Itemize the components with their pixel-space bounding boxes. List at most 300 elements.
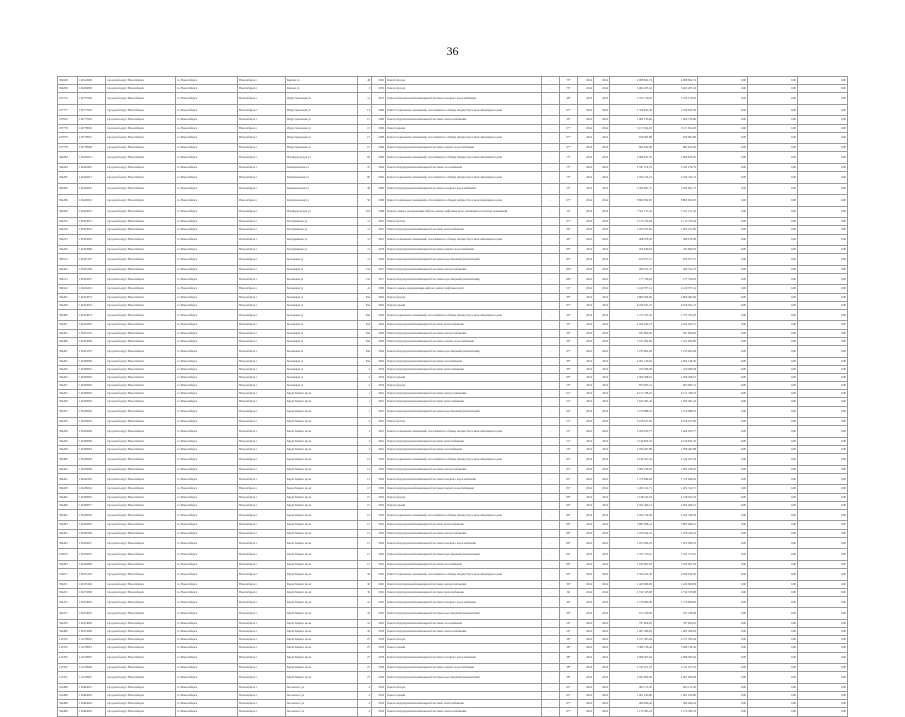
table-cell: 0,00 bbox=[798, 446, 848, 454]
table-cell: Кошурникова ул bbox=[286, 226, 358, 234]
table-cell: г.о.Новосибирск bbox=[176, 301, 238, 309]
table-cell: 0,00 bbox=[698, 390, 748, 398]
table-cell: - bbox=[542, 163, 560, 171]
table-cell: 2024 bbox=[578, 163, 594, 171]
table-cell: 0,00 bbox=[798, 628, 848, 636]
table-cell: 0,00 bbox=[698, 93, 748, 105]
table-cell: 394467 bbox=[58, 293, 78, 301]
table-cell: 1 329 832,39 bbox=[654, 104, 698, 116]
table-cell: 394460 bbox=[58, 454, 78, 466]
table-cell: 1 205 251,60 bbox=[610, 226, 654, 234]
table-cell: 394460 bbox=[58, 337, 78, 345]
table-cell: 1966 bbox=[372, 183, 386, 195]
table-cell: г.о.Новосибирск bbox=[176, 485, 238, 493]
table-cell: - bbox=[542, 596, 560, 608]
table-cell: 110436099 bbox=[78, 357, 106, 365]
table-cell: 0,00 bbox=[698, 195, 748, 207]
table-cell: 853 905,31 bbox=[654, 382, 698, 390]
table-cell: 963 115,30 bbox=[610, 683, 654, 691]
table-cell: Индустриальная ул bbox=[286, 124, 358, 132]
table-cell: Новосибирск г bbox=[238, 560, 286, 568]
table-cell: городской округ Новосибирск bbox=[106, 588, 176, 596]
table-cell: Новосибирск г bbox=[238, 132, 286, 144]
table-row bbox=[58, 309, 848, 321]
table-cell: 2024 bbox=[594, 473, 610, 485]
table-cell: Карла Маркса пр-кт bbox=[286, 628, 358, 636]
table-cell: 15 bbox=[358, 560, 372, 568]
table-cell: 0,00 bbox=[698, 104, 748, 116]
table-cell: 81* bbox=[560, 485, 578, 493]
table-cell: - bbox=[542, 636, 560, 644]
table-cell: 8 862 822,05 bbox=[610, 195, 654, 207]
table-cell: 2 547 274,79 bbox=[654, 163, 698, 171]
table-cell: 1 611 992,86 bbox=[610, 337, 654, 345]
table-cell: 110436077 bbox=[78, 501, 106, 509]
table-cell: 394462 bbox=[58, 265, 78, 273]
table-cell: г.о.Новосибирск bbox=[176, 636, 238, 644]
table-cell: - bbox=[542, 373, 560, 381]
table-cell: 84а bbox=[358, 346, 372, 358]
table-cell: Новосибирск г bbox=[238, 683, 286, 691]
table-cell: г.о.Новосибирск bbox=[176, 521, 238, 529]
table-cell: 1 932 001,83 bbox=[654, 560, 698, 568]
table-cell: 2024 bbox=[594, 172, 610, 184]
table-cell: городской округ Новосибирск bbox=[106, 636, 176, 644]
table-cell: - bbox=[542, 93, 560, 105]
table-cell: - bbox=[542, 644, 560, 652]
table-cell: 1958 bbox=[372, 672, 386, 684]
table-cell: 0,00 bbox=[698, 234, 748, 246]
table-cell: г.о.Новосибирск bbox=[176, 390, 238, 398]
table-cell: 61* bbox=[560, 692, 578, 700]
table-cell: Ремонт подвальных помещений, относящихся к общему имуществу в многоквартирном доме bbox=[386, 509, 542, 521]
table-cell: 2024 bbox=[578, 301, 594, 309]
table-cell: 3 887 968,41 bbox=[654, 521, 698, 529]
table-cell: 394284 bbox=[58, 152, 78, 164]
table-cell: 4 bbox=[358, 708, 372, 716]
table-cell: городской округ Новосибирск bbox=[106, 418, 176, 426]
table-cell: Карла Маркса пр-кт bbox=[286, 501, 358, 509]
table-cell: Новосибирск г bbox=[238, 218, 286, 226]
table-cell: 15 bbox=[358, 132, 372, 144]
table-cell: 0,00 bbox=[798, 473, 848, 485]
table-cell: г.о.Новосибирск bbox=[176, 437, 238, 445]
table-cell: 2024 bbox=[594, 85, 610, 93]
table-cell: 110426016 bbox=[78, 195, 106, 207]
table-cell: г.о.Новосибирск bbox=[176, 446, 238, 454]
table-cell: 0,00 bbox=[748, 521, 798, 529]
table-cell: Ремонт фасада bbox=[386, 293, 542, 301]
table-cell: 0,00 bbox=[698, 708, 748, 716]
table-cell: г.о.Новосибирск bbox=[176, 246, 238, 254]
table-cell: 1 150 988,76 bbox=[610, 406, 654, 418]
table-cell: 104071 bbox=[58, 569, 78, 581]
table-cell: 0,00 bbox=[698, 144, 748, 152]
table-cell: 1964 bbox=[372, 337, 386, 345]
table-cell: 2024 bbox=[578, 246, 594, 254]
table-cell: 3 bbox=[358, 418, 372, 426]
table-cell: 394475 bbox=[58, 596, 78, 608]
table-cell: 67* bbox=[560, 708, 578, 716]
table-cell: 38* bbox=[560, 652, 578, 664]
table-cell: 2024 bbox=[578, 588, 594, 596]
table-cell: 0,00 bbox=[698, 644, 748, 652]
table-cell: 30* bbox=[560, 365, 578, 373]
table-cell: Карла Маркса пр-кт bbox=[286, 608, 358, 620]
table-cell: 2024 bbox=[578, 346, 594, 358]
table-cell: Котовского ул bbox=[286, 708, 358, 716]
table-cell: Ремонт внутридомовой инженерной системы электроснабжения bbox=[386, 116, 542, 124]
table-cell: 30* bbox=[560, 596, 578, 608]
table-cell: Новосибирск г bbox=[238, 85, 286, 93]
table-cell: городской округ Новосибирск bbox=[106, 116, 176, 124]
table-cell: 0,00 bbox=[798, 426, 848, 438]
table-cell: 394452 bbox=[58, 373, 78, 381]
table-cell: 0,00 bbox=[798, 373, 848, 381]
table-cell: Ремонт внутридомовой инженерной системы теплоснабжения bbox=[386, 398, 542, 406]
table-cell: Кольцевая ул bbox=[286, 265, 358, 273]
table-cell: - bbox=[542, 152, 560, 164]
table-cell: 394286 bbox=[58, 195, 78, 207]
table-cell: - bbox=[542, 104, 560, 116]
table-cell: 0,00 bbox=[698, 172, 748, 184]
table-cell: 1 793 176,63 bbox=[654, 93, 698, 105]
table-cell: 0,00 bbox=[798, 454, 848, 466]
table-cell: г.о.Новосибирск bbox=[176, 473, 238, 485]
table-cell: г.о.Новосибирск bbox=[176, 501, 238, 509]
table-cell: 2024 bbox=[578, 560, 594, 568]
table-cell: - bbox=[542, 700, 560, 708]
table-cell: 1962 bbox=[372, 569, 386, 581]
table-cell: 1 202 312,71 bbox=[654, 485, 698, 493]
table-cell: 1 bbox=[358, 390, 372, 398]
table-cell: 2 780 467,88 bbox=[654, 446, 698, 454]
table-cell: Новосибирск г bbox=[238, 226, 286, 234]
table-cell: 1 487 366,83 bbox=[610, 628, 654, 636]
table-cell: 0,00 bbox=[798, 77, 848, 85]
table-cell: 1962 bbox=[372, 580, 386, 588]
table-cell: 0,00 bbox=[798, 85, 848, 93]
table-cell: Индустриальная ул bbox=[286, 93, 358, 105]
table-cell: 1 176 383,23 bbox=[610, 708, 654, 716]
table-cell: городской округ Новосибирск bbox=[106, 664, 176, 672]
table-cell: Новосибирск г bbox=[238, 254, 286, 266]
table-cell: 0,00 bbox=[798, 285, 848, 293]
table-cell: 0,00 bbox=[698, 337, 748, 345]
table-cell: 2024 bbox=[594, 454, 610, 466]
table-row bbox=[58, 144, 848, 152]
table-cell: 0,00 bbox=[798, 406, 848, 418]
table-cell: 0,00 bbox=[748, 560, 798, 568]
table-cell: г.о.Новосибирск bbox=[176, 537, 238, 549]
table-cell: 1959 bbox=[372, 373, 386, 381]
table-cell: 1956 bbox=[372, 537, 386, 549]
table-cell: Карла Маркса пр-кт bbox=[286, 473, 358, 485]
table-cell: - bbox=[542, 365, 560, 373]
table-cell: 0,00 bbox=[698, 628, 748, 636]
table-cell: 60* bbox=[560, 569, 578, 581]
table-cell: 110436009 bbox=[78, 465, 106, 473]
table-cell: 67* bbox=[560, 195, 578, 207]
table-row bbox=[58, 265, 848, 273]
table-cell: 110777004 bbox=[78, 93, 106, 105]
table-cell: Новосибирск г bbox=[238, 265, 286, 273]
table-cell: 2024 bbox=[578, 195, 594, 207]
table-cell: 107078 bbox=[58, 132, 78, 144]
table-cell: 0,00 bbox=[698, 132, 748, 144]
table-cell: - bbox=[542, 273, 560, 285]
table-cell: 110436009 bbox=[78, 85, 106, 93]
table-cell: 0,00 bbox=[798, 218, 848, 226]
table-cell: 1 932 001,83 bbox=[610, 560, 654, 568]
table-cell: городской округ Новосибирск bbox=[106, 608, 176, 620]
table-cell: 2024 bbox=[594, 652, 610, 664]
table-cell: - bbox=[542, 226, 560, 234]
table-cell: - bbox=[542, 132, 560, 144]
table-cell: Ремонт подвальных помещений, относящихся к общему имуществу в многоквартирном доме bbox=[386, 172, 542, 184]
table-cell: 2024 bbox=[594, 549, 610, 561]
table-cell: 0,00 bbox=[748, 672, 798, 684]
table-cell: 110434008 bbox=[78, 337, 106, 345]
table-row bbox=[58, 619, 848, 627]
table-cell: 0,00 bbox=[748, 77, 798, 85]
table-cell: 0,00 bbox=[798, 226, 848, 234]
table-cell: городской округ Новосибирск bbox=[106, 132, 176, 144]
table-cell: городской округ Новосибирск bbox=[106, 473, 176, 485]
table-cell: 2 489 831,95 bbox=[610, 152, 654, 164]
table-cell: 39 bbox=[358, 588, 372, 596]
table-cell: г.о.Новосибирск bbox=[176, 309, 238, 321]
table-cell: Ремонт внутридомовой инженерной системы водоотведения (канализации) bbox=[386, 254, 542, 266]
table-cell: 110434074 bbox=[78, 309, 106, 321]
table-cell: 2024 bbox=[594, 382, 610, 390]
table-cell: Ремонт крыши bbox=[386, 124, 542, 132]
table-cell: 0,00 bbox=[748, 437, 798, 445]
table-cell: Новосибирск г bbox=[238, 183, 286, 195]
table-cell: Новосибирск г bbox=[238, 529, 286, 537]
table-cell: Ремонт подвальных помещений, относящихся к общему имуществу в многоквартирном доме bbox=[386, 195, 542, 207]
table-cell: 0,00 bbox=[798, 301, 848, 309]
table-cell: - bbox=[542, 293, 560, 301]
table-cell: 1961 bbox=[372, 398, 386, 406]
table-cell: 110484002 bbox=[78, 692, 106, 700]
table-cell: г.о.Новосибирск bbox=[176, 124, 238, 132]
table-cell: Ремонт фасада bbox=[386, 85, 542, 93]
table-cell: 0,00 bbox=[748, 144, 798, 152]
table-cell: 86* bbox=[560, 521, 578, 529]
table-cell: 2024 bbox=[578, 273, 594, 285]
table-cell: 1959 bbox=[372, 692, 386, 700]
table-cell: 2024 bbox=[578, 124, 594, 132]
table-cell: 111270006 bbox=[78, 664, 106, 672]
table-cell: 2024 bbox=[594, 493, 610, 501]
table-cell: 0,00 bbox=[698, 183, 748, 195]
table-cell: Кошурникова ул bbox=[286, 246, 358, 254]
table-cell: Кирова ул bbox=[286, 77, 358, 85]
table-cell: 2024 bbox=[594, 446, 610, 454]
table-cell: 64* bbox=[560, 549, 578, 561]
table-cell: городской округ Новосибирск bbox=[106, 390, 176, 398]
table-cell: 0,00 bbox=[698, 619, 748, 627]
table-cell: 2024 bbox=[578, 152, 594, 164]
table-cell: Новосибирск г bbox=[238, 473, 286, 485]
table-cell: 0,00 bbox=[748, 406, 798, 418]
table-cell: 941 860,60 bbox=[654, 329, 698, 337]
table-row bbox=[58, 285, 848, 293]
table-cell: 2024 bbox=[578, 132, 594, 144]
table-cell: 1956 bbox=[372, 501, 386, 509]
table-cell: 1 250 434,91 bbox=[610, 529, 654, 537]
table-cell: 110436005 bbox=[78, 418, 106, 426]
table-cell: 6 171 338,22 bbox=[610, 390, 654, 398]
table-cell: Ремонт внутридомовой инженерной системы электроснабжения bbox=[386, 329, 542, 337]
table-cell: 2024 bbox=[594, 301, 610, 309]
table-cell: 394450 bbox=[58, 437, 78, 445]
table-cell: Новосибирск г bbox=[238, 246, 286, 254]
table-cell: 1956 bbox=[372, 485, 386, 493]
table-cell: 46* bbox=[560, 234, 578, 246]
table-cell: Карла Маркса пр-кт bbox=[286, 619, 358, 627]
table-cell: 111270007 bbox=[78, 672, 106, 684]
table-cell: 1961 bbox=[372, 234, 386, 246]
table-cell: 2024 bbox=[578, 672, 594, 684]
table-cell: 0,00 bbox=[748, 652, 798, 664]
table-cell: 1962 bbox=[372, 77, 386, 85]
table-row bbox=[58, 628, 848, 636]
table-cell: Новосибирск г bbox=[238, 628, 286, 636]
table-row bbox=[58, 273, 848, 285]
table-cell: 862 652,96 bbox=[654, 144, 698, 152]
table-cell: 1 202 312,71 bbox=[610, 485, 654, 493]
table-cell: Карла Маркса пр-кт bbox=[286, 672, 358, 684]
table-cell: Новосибирск г bbox=[238, 692, 286, 700]
table-cell: 67* bbox=[560, 346, 578, 358]
table-cell: 6 108 107,60 bbox=[654, 418, 698, 426]
table-cell: 61* bbox=[560, 683, 578, 691]
table-row bbox=[58, 652, 848, 664]
table-cell: городской округ Новосибирск bbox=[106, 172, 176, 184]
table-cell: 0,00 bbox=[748, 569, 798, 581]
table-cell: Ремонт внутридомовой инженерной системы газоснабжения bbox=[386, 446, 542, 454]
table-cell: 394463 bbox=[58, 529, 78, 537]
table-cell: Новосибирск г bbox=[238, 373, 286, 381]
table-cell: г.о.Новосибирск bbox=[176, 265, 238, 273]
table-cell: Новосибирск г bbox=[238, 309, 286, 321]
table-cell: 797 600,05 bbox=[654, 619, 698, 627]
table-cell: городской округ Новосибирск bbox=[106, 124, 176, 132]
table-cell: 0,00 bbox=[798, 265, 848, 273]
table-cell: 0,00 bbox=[748, 365, 798, 373]
table-cell: Карла Маркса пр-кт bbox=[286, 560, 358, 568]
table-cell: 0,00 bbox=[798, 124, 848, 132]
table-cell: 0,00 bbox=[748, 195, 798, 207]
table-cell: 0,00 bbox=[698, 285, 748, 293]
table-cell: Новосибирск г bbox=[238, 301, 286, 309]
table-cell: 0,00 bbox=[798, 437, 848, 445]
table-cell: 2 264 050,77 bbox=[610, 426, 654, 438]
table-cell: 0,00 bbox=[798, 309, 848, 321]
table-cell: - bbox=[542, 321, 560, 329]
table-cell: городской округ Новосибирск bbox=[106, 195, 176, 207]
table-cell: Ремонт внутридомовой инженерной системы электроснабжения bbox=[386, 529, 542, 537]
table-cell: 1 727 351,20 bbox=[654, 309, 698, 321]
table-cell: Новосибирск г bbox=[238, 390, 286, 398]
table-cell: Ремонт внутридомовой инженерной системы теплоснабжения bbox=[386, 365, 542, 373]
table-cell: 0,00 bbox=[798, 206, 848, 218]
table-cell: 0,00 bbox=[748, 588, 798, 596]
table-cell: 83 bbox=[358, 152, 372, 164]
table-cell: Новосибирск г bbox=[238, 446, 286, 454]
table-cell: Карла Маркса пр-кт bbox=[286, 485, 358, 493]
table-row bbox=[58, 357, 848, 365]
table-cell: 2 292 740,49 bbox=[654, 509, 698, 521]
table-cell: Карла Маркса пр-кт bbox=[286, 437, 358, 445]
table-row bbox=[58, 93, 848, 105]
table-cell: - bbox=[542, 672, 560, 684]
table-cell: 0,00 bbox=[698, 501, 748, 509]
table-cell: 67* bbox=[560, 218, 578, 226]
table-cell: 0,00 bbox=[798, 596, 848, 608]
table-cell: 470 286,58 bbox=[654, 365, 698, 373]
table-cell: городской округ Новосибирск bbox=[106, 373, 176, 381]
table-cell: 11 bbox=[358, 218, 372, 226]
table-cell: 0,00 bbox=[798, 700, 848, 708]
table-row bbox=[58, 183, 848, 195]
table-cell: 1958 bbox=[372, 246, 386, 254]
table-cell: Ремонт внутридомовой инженерной системы теплоснабжения bbox=[386, 521, 542, 529]
table-cell: 110426007 bbox=[78, 183, 106, 195]
table-cell: 0,00 bbox=[798, 560, 848, 568]
table-cell: 0,00 bbox=[748, 183, 798, 195]
table-cell: - bbox=[542, 382, 560, 390]
table-cell: 27 bbox=[358, 672, 372, 684]
table-cell: - bbox=[542, 608, 560, 620]
table-cell: 27 bbox=[358, 652, 372, 664]
table-cell: 394513 bbox=[58, 273, 78, 285]
table-cell: Кольцевая ул bbox=[286, 346, 358, 358]
table-cell: городской округ Новосибирск bbox=[106, 357, 176, 365]
table-row bbox=[58, 246, 848, 254]
table-cell: Ремонт крыши bbox=[386, 501, 542, 509]
table-cell: 0,00 bbox=[798, 357, 848, 365]
table-cell: 468 978,58 bbox=[610, 234, 654, 246]
table-cell: 0,00 bbox=[698, 163, 748, 171]
table-cell: г.о.Новосибирск bbox=[176, 195, 238, 207]
table-cell: 84а bbox=[358, 357, 372, 365]
table-cell: 0,00 bbox=[698, 683, 748, 691]
table-cell: 0,00 bbox=[698, 206, 748, 218]
table-cell: 0,00 bbox=[698, 596, 748, 608]
table-cell: 59* bbox=[560, 226, 578, 234]
table-cell: 0,00 bbox=[748, 382, 798, 390]
table-cell: 0,00 bbox=[798, 116, 848, 124]
table-cell: 2024 bbox=[594, 346, 610, 358]
table-cell: Индустриальная ул bbox=[286, 132, 358, 144]
table-cell: Ремонт, замена, модернизация лифтов, ремонт лифтовых шахт bbox=[386, 285, 542, 293]
table-cell: г.о.Новосибирск bbox=[176, 608, 238, 620]
table-cell: 0,00 bbox=[698, 426, 748, 438]
table-cell: г.о.Новосибирск bbox=[176, 529, 238, 537]
table-cell: 1 055 996,76 bbox=[610, 537, 654, 549]
table-row bbox=[58, 437, 848, 445]
table-cell: 0,00 bbox=[748, 446, 798, 454]
table-cell: Кольцевая ул bbox=[286, 357, 358, 365]
table-cell: 1 176 383,23 bbox=[654, 708, 698, 716]
table-cell: 110436004 bbox=[78, 406, 106, 418]
table-cell: 0,00 bbox=[698, 454, 748, 466]
table-cell: - bbox=[542, 183, 560, 195]
table-cell: - bbox=[542, 708, 560, 716]
